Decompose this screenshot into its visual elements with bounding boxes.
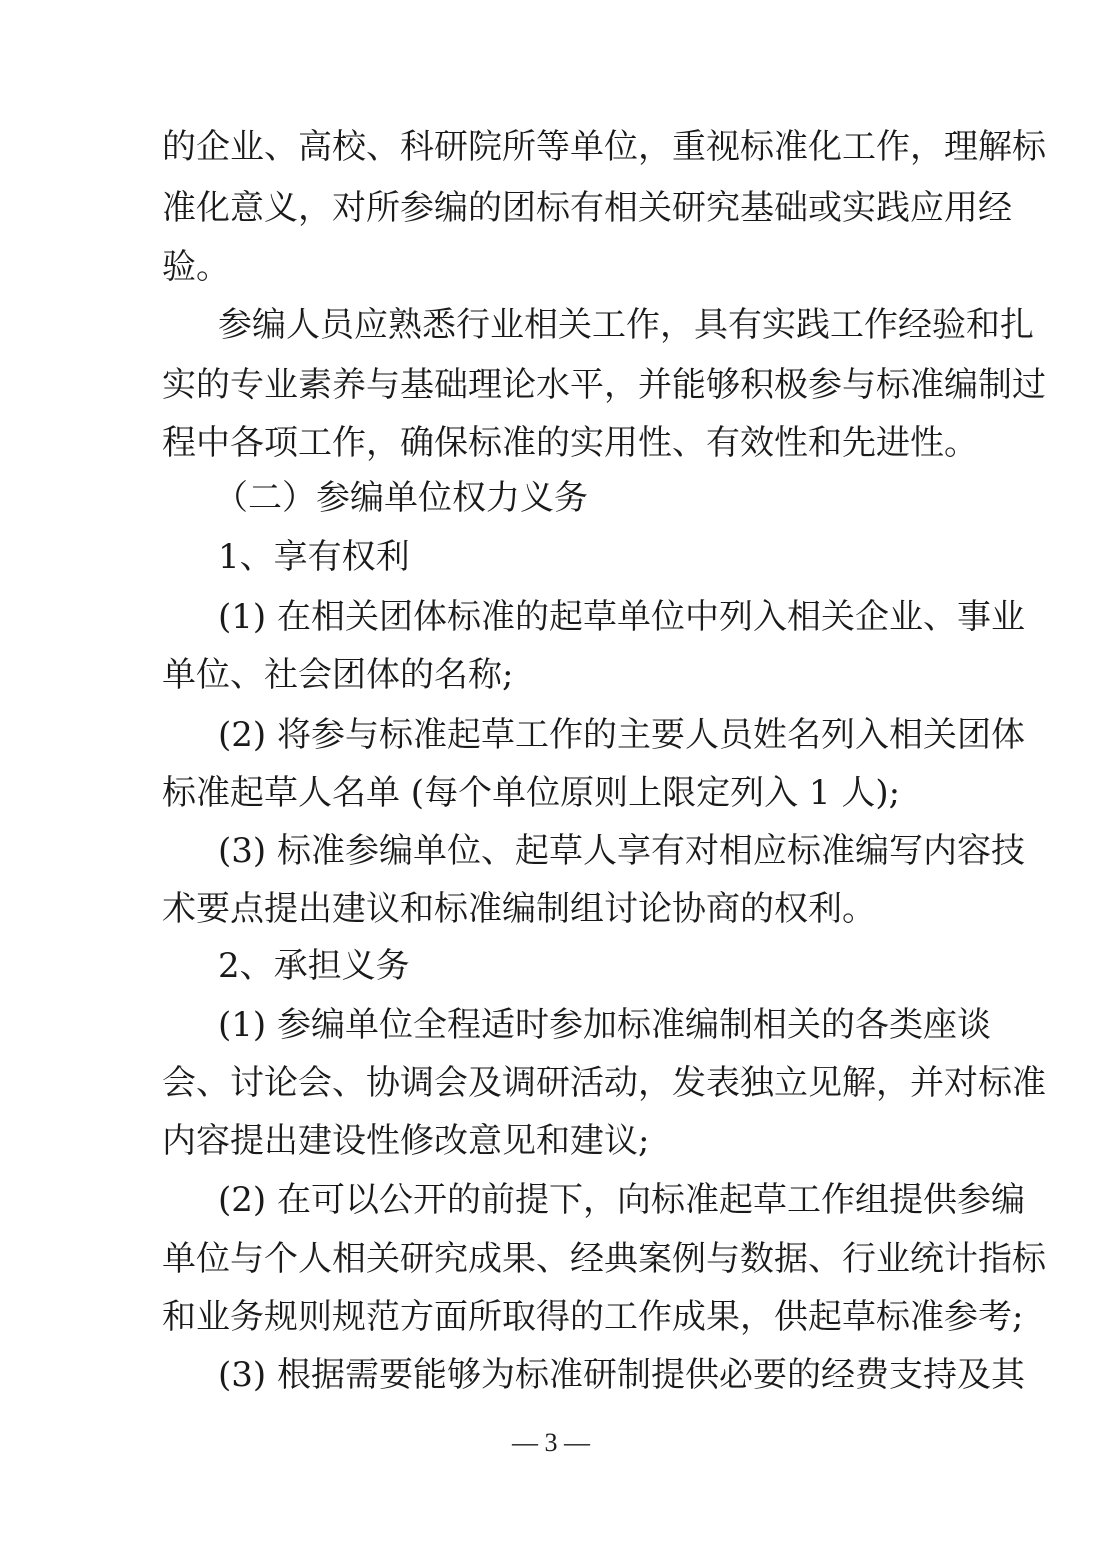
- text-line: (3) 标准参编单位、起草人享有对相应标准编写内容技: [218, 831, 1025, 871]
- text-line: (2) 在可以公开的前提下，向标准起草工作组提供参编: [218, 1180, 1025, 1220]
- text-line: (3) 根据需要能够为标准研制提供必要的经费支持及其: [218, 1355, 1025, 1395]
- text-line: (2) 将参与标准起草工作的主要人员姓名列入相关团体: [218, 715, 1025, 755]
- text-line: 单位与个人相关研究成果、经典案例与数据、行业统计指标: [162, 1239, 1046, 1279]
- text-line: 准化意义，对所参编的团标有相关研究基础或实践应用经: [162, 188, 1012, 228]
- text-line: 内容提出建设性修改意见和建议;: [162, 1121, 650, 1161]
- text-line: 实的专业素养与基础理论水平，并能够积极参与标准编制过: [162, 365, 1046, 405]
- text-line: 术要点提出建议和标准编制组讨论协商的权利。: [162, 889, 876, 929]
- subsection-heading: 1、享有权利: [218, 537, 410, 577]
- text-line: 的企业、高校、科研院所等单位，重视标准化工作，理解标: [162, 127, 1046, 167]
- text-line: 参编人员应熟悉行业相关工作，具有实践工作经验和扎: [218, 305, 1034, 345]
- text-line: 会、讨论会、协调会及调研活动，发表独立见解，并对标准: [162, 1063, 1046, 1103]
- subsection-heading: 2、承担义务: [218, 946, 410, 986]
- text-line: (1) 在相关团体标准的起草单位中列入相关企业、事业: [218, 597, 1025, 637]
- text-line: (1) 参编单位全程适时参加标准编制相关的各类座谈: [218, 1005, 991, 1045]
- text-line: 单位、社会团体的名称;: [162, 655, 514, 695]
- text-line: 验。: [162, 247, 230, 287]
- section-heading: （二）参编单位权力义务: [214, 478, 588, 518]
- text-line: 标准起草人名单 (每个单位原则上限定列入 1 人);: [162, 773, 901, 813]
- text-line: 和业务规则规范方面所取得的工作成果，供起草标准参考;: [162, 1297, 1024, 1337]
- page-number: — 3 —: [512, 1428, 590, 1457]
- text-line: 程中各项工作，确保标准的实用性、有效性和先进性。: [162, 423, 978, 463]
